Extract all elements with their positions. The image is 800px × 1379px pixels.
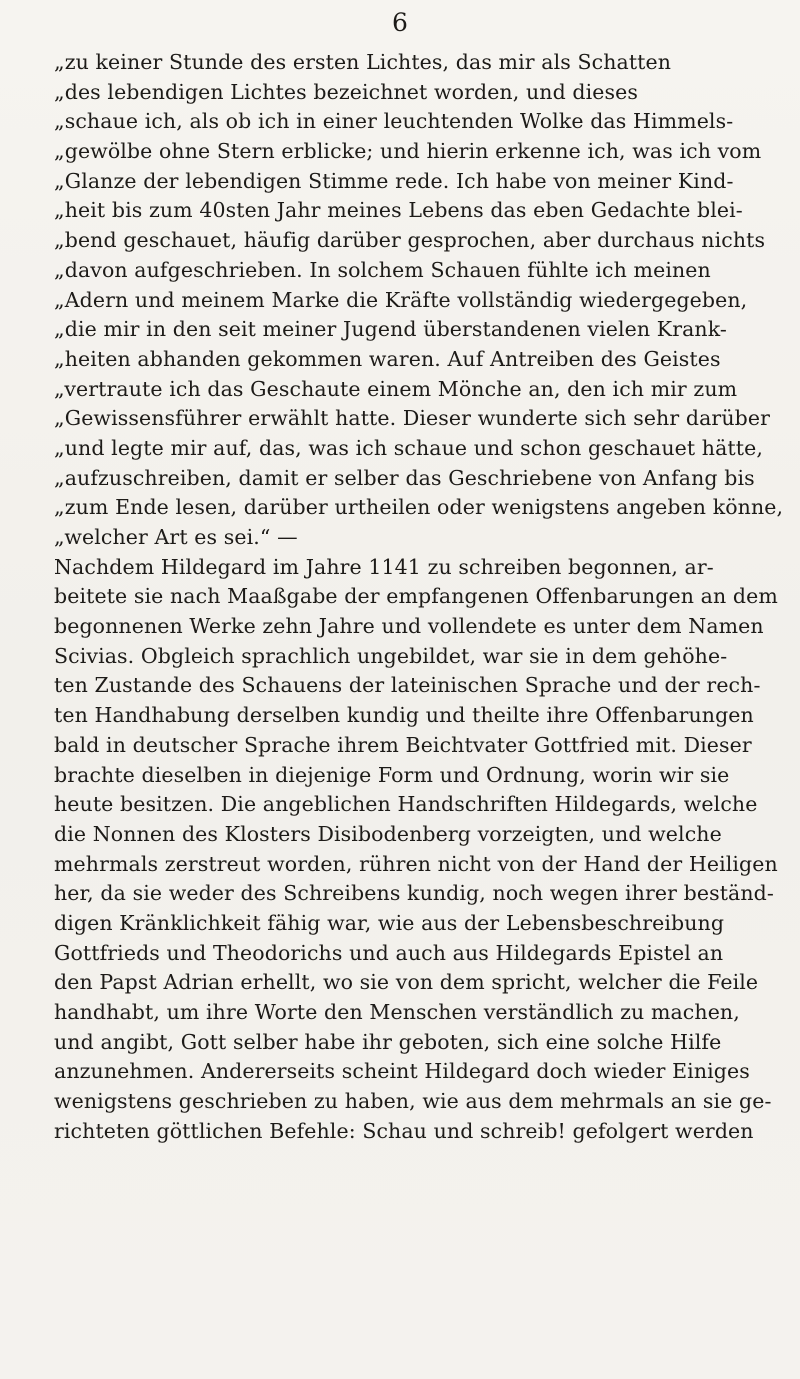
text-line: „schaue ich, als ob ich in einer leuchtenden Wolke das Himmels- — [54, 109, 734, 134]
text-line: ten Zustande des Schauens der lateinischen Sprache und der rech- — [54, 673, 761, 698]
text-line: begonnenen Werke zehn Jahre und vollendete es unter dem Namen — [54, 614, 764, 639]
text-line: brachte dieselben in diejenige Form und Ordnung, worin wir sie — [54, 762, 730, 787]
text-line: mehrmals zerstreut worden, rühren nicht von der Hand der Heiligen — [54, 851, 778, 876]
text-line: heute besitzen. Die angeblichen Handschriften Hildegards, welche — [54, 792, 758, 817]
text-line: handhabt, um ihre Worte den Menschen verständlich zu machen, — [54, 1000, 740, 1024]
text-line: Scivias. Obgleich sprachlich ungebildet, war sie in dem gehöhe- — [54, 643, 728, 668]
text-line: digen Kränklichkeit fähig war, wie aus der Lebensbeschreibung — [54, 910, 725, 935]
text-line: Nachdem Hildegard im Jahre 1141 zu schreiben begonnen, ar- — [54, 554, 714, 579]
text-line: „die mir in den seit meiner Jugend überstandenen vielen Krank- — [54, 317, 727, 342]
text-line: „gewölbe ohne Stern erblicke; und hierin erkenne ich, was ich vom — [54, 139, 762, 164]
text-line: „des lebendigen Lichtes bezeichnet worden, und dieses — [54, 79, 638, 104]
text-line: „zu keiner Stunde des ersten Lichtes, das mir als Schatten — [54, 50, 672, 74]
text-line: „aufzuschreiben, damit er selber das Geschriebene von Anfang bis — [54, 465, 755, 490]
text-line: „heit bis zum 40sten Jahr meines Lebens das eben Gedachte blei- — [54, 198, 743, 223]
text-line: „heiten abhanden gekommen waren. Auf Antreiben des Geistes — [54, 346, 721, 371]
text-line: „Gewissensführer erwählt hatte. Dieser wunderte sich sehr darüber — [54, 406, 770, 431]
text-line: Gottfrieds und Theodorichs und auch aus Hildegards Epistel an — [54, 940, 724, 965]
text-line: richteten göttlichen Befehle: Schau und schreib! gefolgert werden — [54, 1118, 754, 1143]
text-line: die Nonnen des Klosters Disibodenberg vorzeigten, und welche — [54, 821, 722, 846]
text-line: beitete sie nach Maaßgabe der empfangenen Offenbarungen an dem — [54, 584, 778, 609]
text-line: „bend geschauet, häufig darüber gesprochen, aber durchaus nichts — [54, 228, 766, 253]
text-line: den Papst Adrian erhellt, wo sie von dem spricht, welcher die Feile — [54, 970, 759, 995]
text-line: anzunehmen. Andererseits scheint Hildegard doch wieder Einiges — [54, 1059, 750, 1084]
text-line: „vertraute ich das Geschaute einem Mönche an, den ich mir zum — [54, 376, 738, 401]
text-line: „Glanze der lebendigen Stimme rede. Ich habe von meiner Kind- — [54, 168, 734, 193]
body-text — [54, 48, 794, 1146]
text-line: „zum Ende lesen, darüber urtheilen oder wenigstens angeben könne, — [54, 495, 784, 520]
text-line: ten Handhabung derselben kundig und theilte ihre Offenbarungen — [54, 703, 754, 728]
text-line: her, da sie weder des Schreibens kundig, noch wegen ihrer beständ- — [54, 881, 774, 906]
text-line: und angibt, Gott selber habe ihr geboten, sich eine solche Hilfe — [54, 1029, 722, 1054]
text-line: „davon aufgeschrieben. In solchem Schauen fühlte ich meinen — [54, 257, 711, 282]
text-line: wenigstens geschrieben zu haben, wie aus dem mehrmals an sie ge- — [54, 1089, 772, 1114]
page-number: 6 — [392, 8, 408, 37]
text-line: „welcher Art es sei.“ — — [54, 525, 298, 549]
text-line: „und legte mir auf, das, was ich schaue und schon geschauet hätte, — [54, 435, 763, 460]
text-line: „Adern und meinem Marke die Kräfte vollständig wiedergegeben, — [54, 287, 748, 312]
text-line: bald in deutscher Sprache ihrem Beichtvater Gottfried mit. Dieser — [54, 732, 752, 757]
